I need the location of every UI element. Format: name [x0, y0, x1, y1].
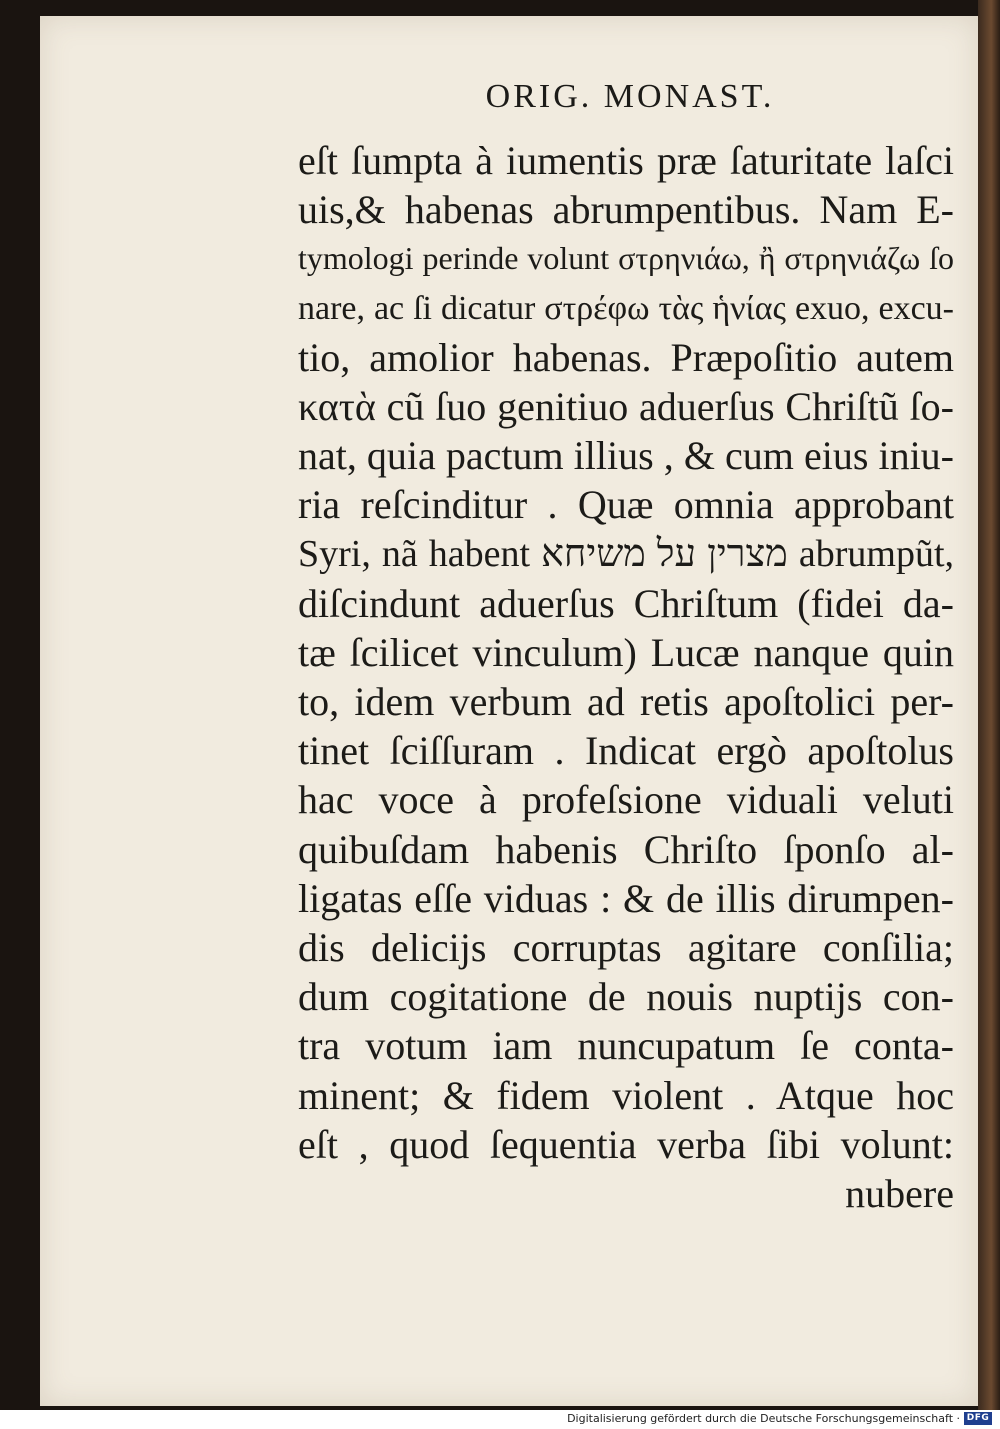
footer-credit: Digitalisierung gefördert durch die Deutsche Forschungsgemeinschaft ·	[567, 1412, 960, 1425]
running-head-text: ORIG. MONAST.	[485, 78, 775, 115]
text-line: tra votum iam nuncupatum ſe conta-	[298, 1023, 954, 1069]
text-line: dis delicijs corruptas agitare conſilia;	[298, 925, 954, 970]
footer-bar	[0, 1410, 1000, 1429]
catchword: nubere	[845, 1170, 954, 1216]
text-line: uis,& habenas abrumpentibus. Nam E-	[298, 187, 954, 233]
text-line: ria reſcinditur . Quæ omnia approbant	[298, 482, 954, 528]
dfg-logo: DFG	[964, 1412, 992, 1425]
text-line: tæ ſcilicet vinculum) Lucæ nanque quin	[298, 629, 954, 675]
text-line: minent; & fidem violent . Atque hoc	[298, 1072, 954, 1118]
text-line: tymologi perinde volunt στρηνιάω, ἢ στρηνιάζω ſo	[298, 240, 954, 277]
text-line: eſt ſumpta à iumentis præ ſaturitate laſci	[298, 138, 954, 183]
text-line: hac voce à profeſsione viduali veluti	[298, 777, 954, 823]
text-line: dum cogitatione de nouis nuptijs con-	[298, 974, 954, 1020]
text-line: to, idem verbum ad retis apoſtolici per-	[298, 679, 954, 725]
text-line: κατὰ cũ ſuo genitiuo aduerſus Chriſtũ ſo-	[298, 383, 954, 429]
book-binding-edge	[978, 0, 1000, 1410]
page-text	[298, 136, 954, 1218]
text-line: tinet ſciſſuram . Indicat ergò apoſtolus	[298, 728, 954, 774]
text-line: ligatas eſſe viduas : & de illis dirumpen-	[298, 875, 954, 921]
text-line: diſcindunt aduerſus Chriſtum (fidei da-	[298, 580, 954, 626]
text-line: Syri, nã habent מצרין על משיחא abrumpũt,	[298, 532, 955, 575]
running-head	[0, 78, 1000, 116]
text-line: eſt , quod ſequentia verba ſibi volunt:	[298, 1121, 954, 1167]
text-line: quibuſdam habenis Chriſto ſponſo al-	[298, 826, 954, 872]
text-line: tio, amolior habenas. Præpoſitio autem	[298, 334, 954, 380]
text-line: nare, ac ſi dicatur στρέφω τὰς ἡνίας exuo, excu-	[298, 289, 954, 327]
text-line: nat, quia pactum illius , & cum eius iniu-	[298, 433, 954, 479]
